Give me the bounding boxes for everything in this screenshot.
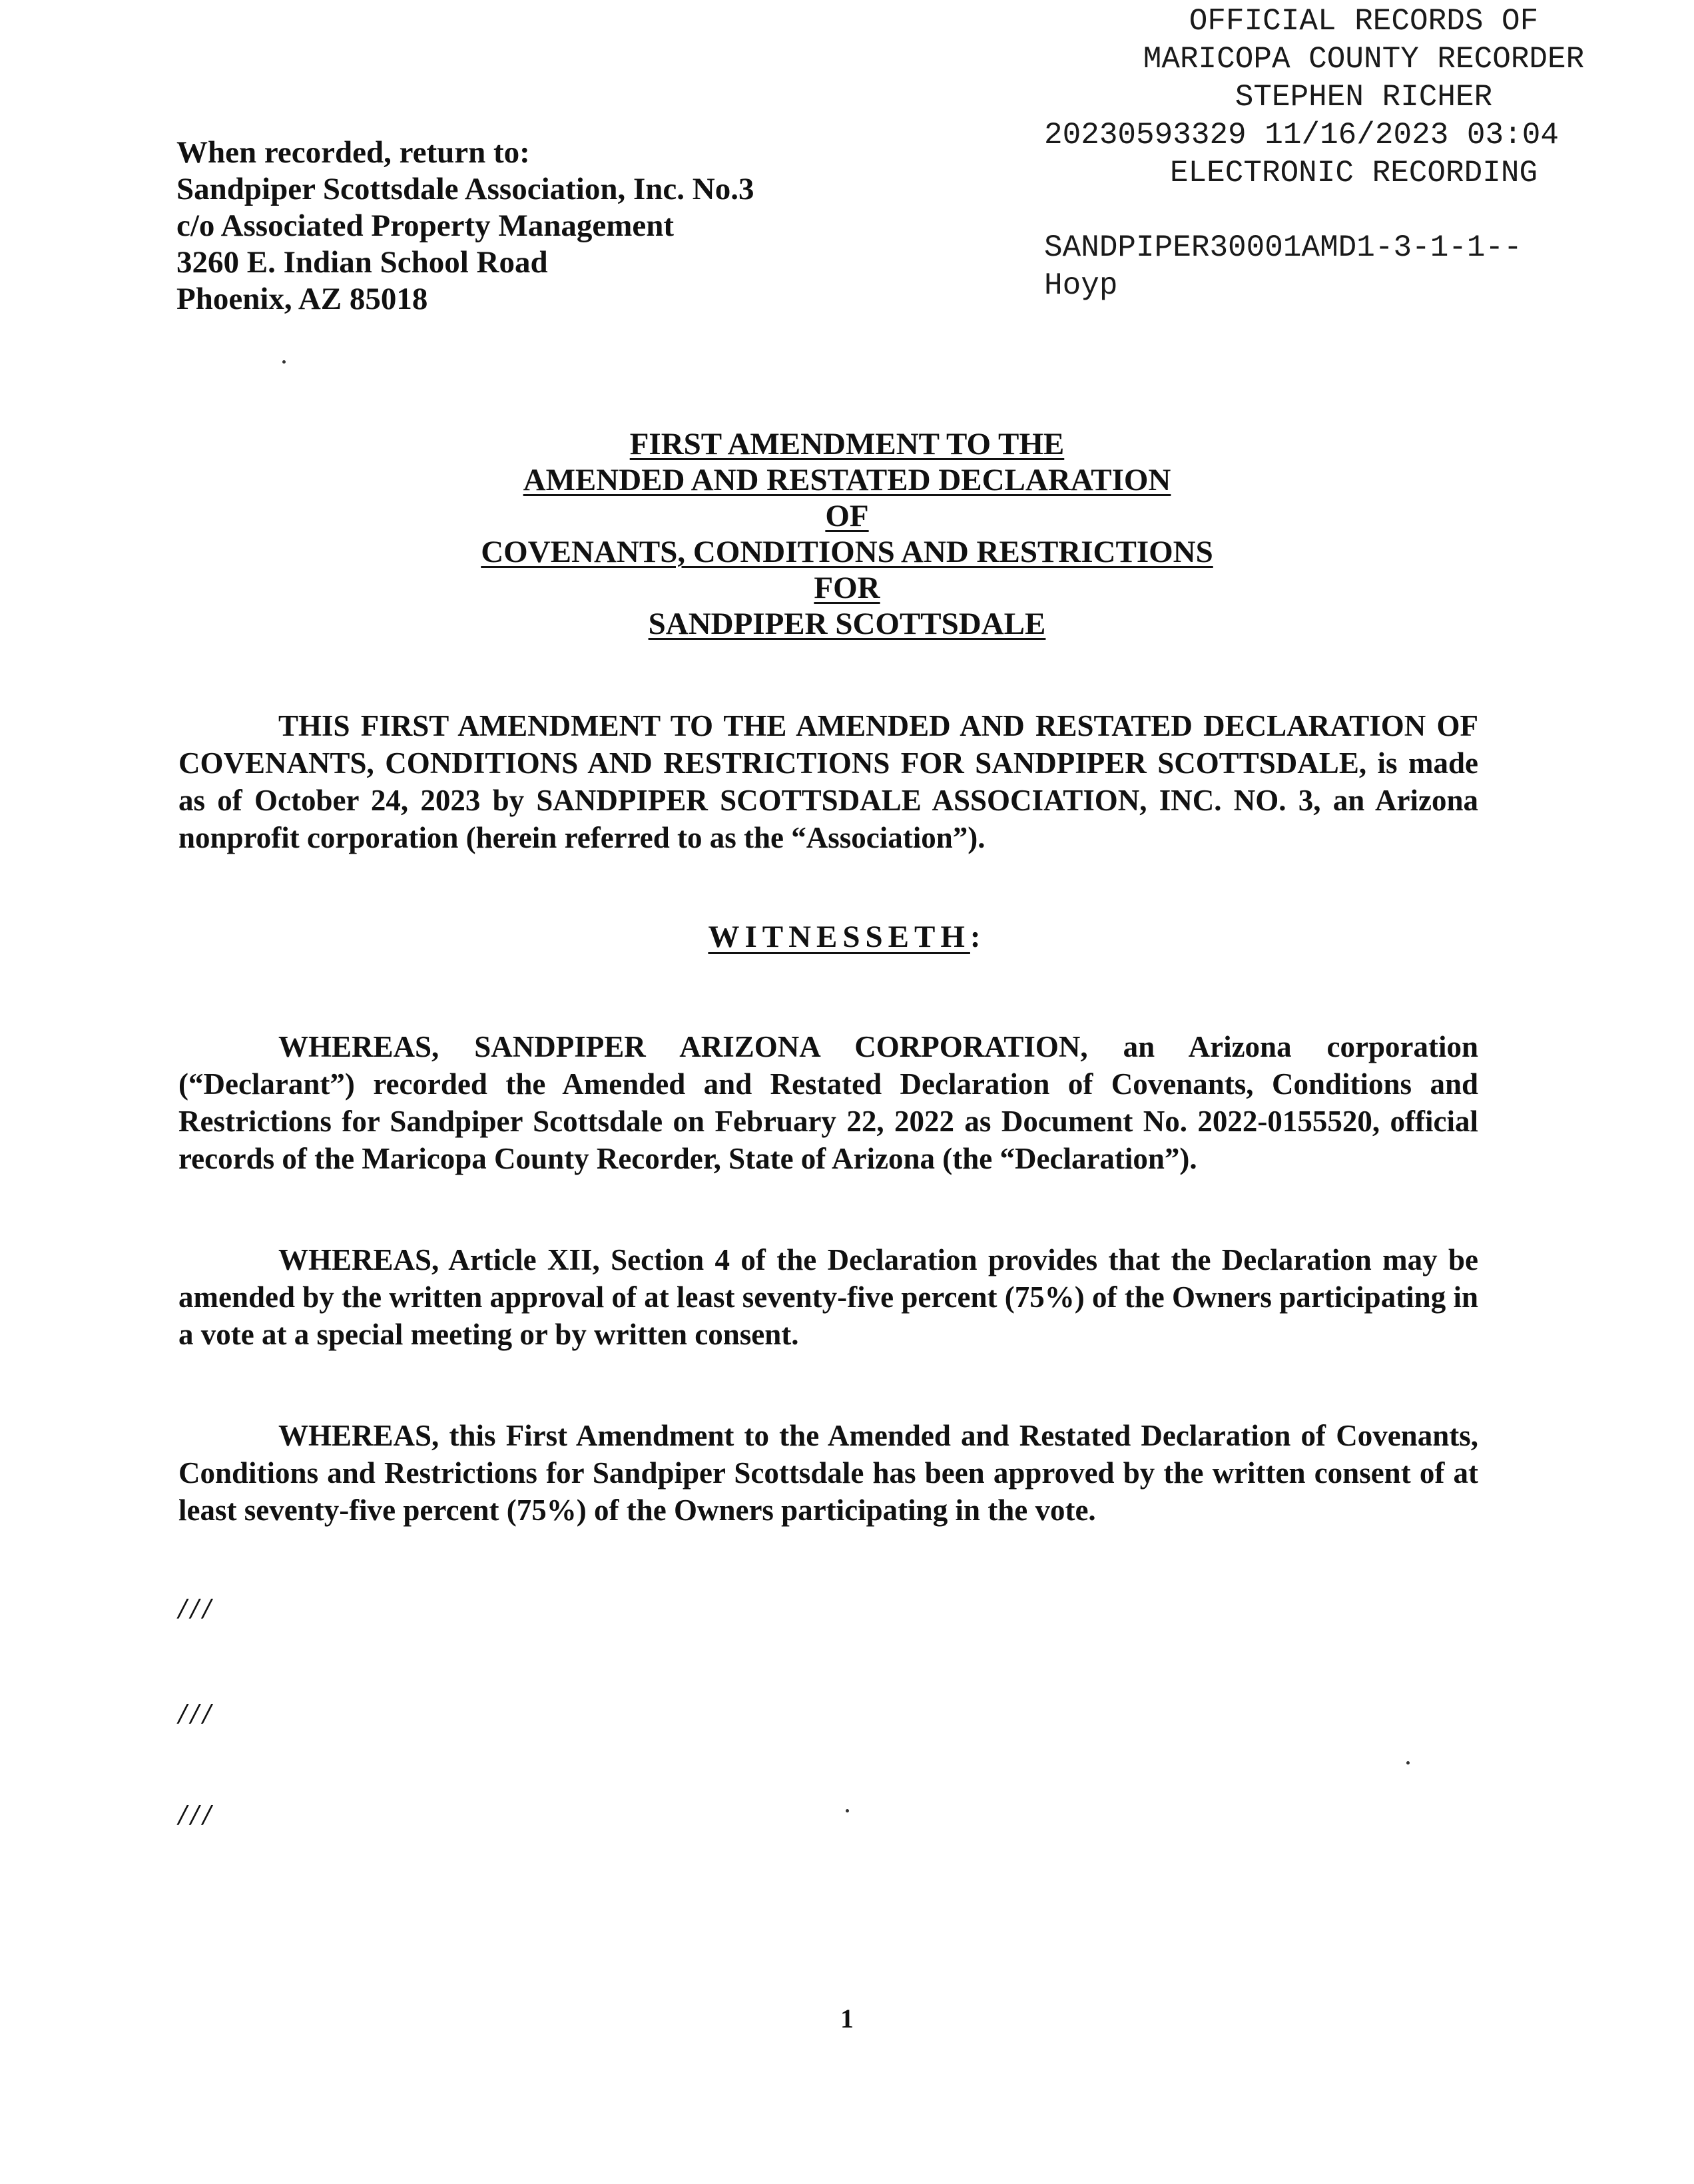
title-line2: AMENDED AND RESTATED DECLARATION xyxy=(523,463,1171,497)
stamp-date: 11/16/2023 xyxy=(1265,118,1449,152)
continuation-mark: /// xyxy=(178,1697,215,1730)
scan-speck xyxy=(282,360,286,364)
document-title xyxy=(0,426,1694,642)
witnesseth-word: WITNESSETH xyxy=(708,920,970,954)
recorder-stamp xyxy=(1044,3,1683,305)
title-line6: SANDPIPER SCOTTSDALE xyxy=(648,607,1046,641)
stamp-code-line1: SANDPIPER30001AMD1-3-1-1-- xyxy=(1044,230,1522,265)
return-address-label: When recorded, return to: xyxy=(176,135,530,170)
scan-speck xyxy=(1406,1761,1410,1765)
title-line3: OF xyxy=(825,499,869,533)
whereas-clause-approval: WHEREAS, this First Amendment to the Amended and Restated Declaration of Covenants, Conditions and Restrictions for Sandpiper Scottsdale has been approved by the written consent of at least seventy-five percent (75%) of the Owners participating in the vote. xyxy=(178,1419,1478,1527)
stamp-time: 03:04 xyxy=(1466,118,1559,152)
stamp-line-recorder-name: STEPHEN RICHER xyxy=(1235,80,1493,115)
intro-paragraph: THIS FIRST AMENDMENT TO THE AMENDED AND RESTATED DECLARATION OF COVENANTS, CONDITIONS AND RESTRICTIONS FOR SANDPIPER SCOTTSDALE, is made as of October 24, 2023 by SANDPIPER SCOTTSDALE ASSOCIATION, INC. NO. 3, an Arizona nonprofit corporation (herein referred to as the “Association”). xyxy=(178,709,1478,854)
return-address-line2: c/o Associated Property Management xyxy=(176,208,675,243)
return-address-line1: Sandpiper Scottsdale Association, Inc. No.3 xyxy=(176,172,754,206)
stamp-document-number: 20230593329 xyxy=(1044,118,1247,152)
stamp-code-line2: Hoyp xyxy=(1044,268,1118,303)
title-line5: FOR xyxy=(814,571,880,605)
page-number: 1 xyxy=(840,2004,854,2034)
stamp-code xyxy=(1044,229,1683,305)
stamp-recording-type: ELECTRONIC RECORDING xyxy=(1169,156,1538,190)
title-line4: COVENANTS, CONDITIONS AND RESTRICTIONS xyxy=(481,535,1213,569)
stamp-line-official-records: OFFICIAL RECORDS OF xyxy=(1189,4,1539,39)
return-address-line3: 3260 E. Indian School Road xyxy=(176,245,548,280)
stamp-line-county-recorder: MARICOPA COUNTY RECORDER xyxy=(1143,42,1585,77)
whereas-clause-declarant: WHEREAS, SANDPIPER ARIZONA CORPORATION, an Arizona corporation (“Declarant”) recorded the Amended and Restated Declaration of Covenants, Conditions and Restrictions for Sandpiper Scottsdale on February 22, 2022 as Document No. 2022-0155520, official records of the Maricopa County Recorder, State of Arizona (the “Declaration”). xyxy=(178,1030,1478,1175)
witnesseth-colon: : xyxy=(970,920,986,954)
scan-speck xyxy=(846,1809,849,1812)
return-address xyxy=(176,135,909,318)
continuation-mark: /// xyxy=(178,1798,215,1831)
continuation-mark: /// xyxy=(178,1592,215,1625)
title-line1: FIRST AMENDMENT TO THE xyxy=(629,427,1065,461)
stamp-number-line xyxy=(1044,117,1663,154)
witnesseth-heading xyxy=(0,919,1694,955)
return-address-line4: Phoenix, AZ 85018 xyxy=(176,282,428,316)
whereas-clause-amendment-provision: WHEREAS, Article XII, Section 4 of the Declaration provides that the Declaration may be amended by the written approval of at least seventy-five percent (75%) of the Owners participating in a vote at a special meeting or by written consent. xyxy=(178,1243,1478,1351)
